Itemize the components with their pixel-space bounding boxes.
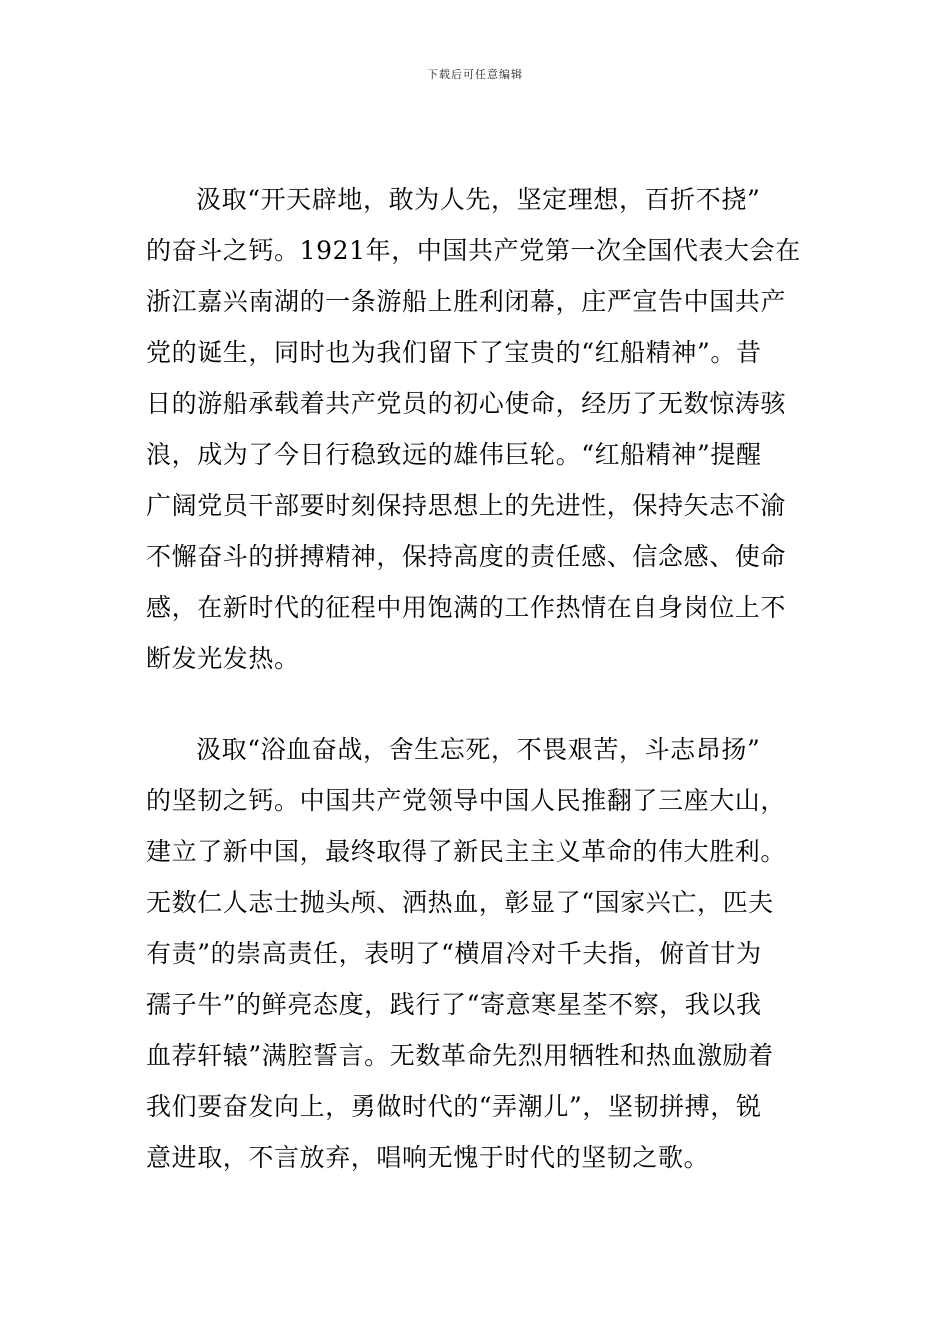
paragraph-line: 广阔党员干部要时刻保持思想上的先进性，保持矢志不渝 [146, 491, 787, 520]
paragraph-line: 无数仁人志士抛头颅、洒热血，彰显了“国家兴亡，匹夫 [146, 888, 774, 917]
paragraph-line: 不懈奋斗的拼搏精神，保持高度的责任感、信念感、使命 [146, 542, 787, 571]
header-note: 下载后可任意编辑 [427, 68, 523, 81]
paragraph-line: 汲取“开天辟地，敢为人先，坚定理想，百折不挠” [196, 185, 761, 214]
paragraph-line: 意进取，不言放弃，唱响无愧于时代的坚韧之歌。 [146, 1143, 710, 1172]
paragraph-line: 孺子牛”的鲜亮态度，践行了“寄意寒星荃不察，我以我 [146, 990, 762, 1019]
paragraph-line: 建立了新中国，最终取得了新民主主义革命的伟大胜利。 [146, 837, 787, 866]
paragraph-line: 浪，成为了今日行稳致远的雄伟巨轮。“红船精神”提醒 [146, 440, 762, 469]
paragraph-line: 浙江嘉兴南湖的一条游船上胜利闭幕，庄严宣告中国共产 [146, 287, 787, 316]
paragraph-line: 日的游船承载着共产党员的初心使命，经历了无数惊涛骇 [146, 389, 787, 418]
paragraph-2 [146, 728, 806, 1187]
paragraph-line: 的坚韧之钙。中国共产党领导中国人民推翻了三座大山， [146, 786, 787, 815]
paragraph-line: 有责”的崇高责任，表明了“横眉冷对千夫指，俯首甘为 [146, 939, 762, 968]
paragraph-line: 党的诞生，同时也为我们留下了宝贵的“红船精神”。昔 [146, 338, 762, 367]
paragraph-line: 的奋斗之钙。1921年，中国共产党第一次全国代表大会在 [146, 236, 801, 265]
paragraph-1 [146, 178, 806, 688]
paragraph-line: 断发光发热。 [146, 644, 300, 673]
paragraph-line: 血荐轩辕”满腔誓言。无数革命先烈用牺牲和热血激励着 [146, 1041, 774, 1070]
paragraph-line: 感，在新时代的征程中用饱满的工作热情在自身岗位上不 [146, 593, 787, 622]
paragraph-line: 我们要奋发向上，勇做时代的“弄潮儿”，坚韧拼搏，锐 [146, 1092, 762, 1121]
paragraph-line: 汲取“浴血奋战，舍生忘死，不畏艰苦，斗志昂扬” [196, 735, 761, 764]
